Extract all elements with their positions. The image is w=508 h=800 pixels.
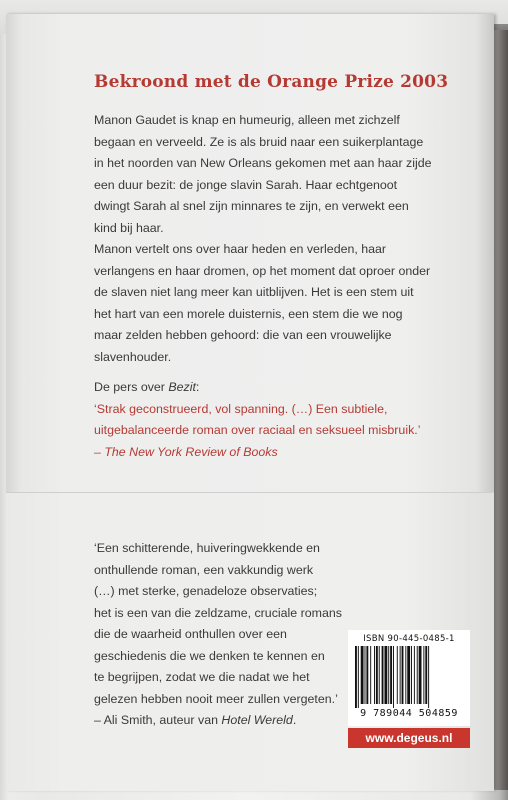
barcode-bar bbox=[358, 646, 359, 708]
quote-line: gelezen hebben nooit meer zullen vergeten.’ bbox=[94, 691, 338, 706]
barcode-bar bbox=[370, 646, 371, 704]
barcode-bar bbox=[402, 646, 404, 704]
press-quote-line: uitgebalanceerde roman over raciaal en seksueel misbruik.’ bbox=[94, 423, 421, 437]
quote-line: het is een van die zeldzame, cruciale romans bbox=[94, 605, 342, 620]
barcode-bar bbox=[393, 646, 394, 708]
press-intro: De pers over Bezit: bbox=[94, 380, 200, 394]
barcode-bar bbox=[379, 646, 380, 704]
book-title: Bezit bbox=[168, 380, 196, 394]
text-line: verlangens en haar dromen, op het moment dat oproer onder bbox=[94, 263, 431, 278]
barcode-bar bbox=[405, 646, 406, 704]
barcode-bar bbox=[428, 646, 429, 708]
barcode-block bbox=[348, 630, 470, 726]
quote-attribution: – Ali Smith, auteur van Hotel Wereld. bbox=[94, 713, 297, 727]
quote-line: onthullende roman, een vakkundig werk bbox=[94, 562, 314, 577]
barcode-bar bbox=[376, 646, 378, 704]
text-line: Manon vertelt ons over haar heden en verleden, haar bbox=[94, 242, 387, 256]
text-line: het hart van een morele duisternis, een stem die we nog bbox=[94, 306, 403, 321]
barcode-bar bbox=[407, 646, 410, 704]
blurb-paragraph-1 bbox=[94, 110, 444, 239]
barcode-bar bbox=[374, 646, 375, 704]
isbn-label: ISBN 90-445-0485-1 bbox=[363, 634, 455, 644]
text-line: slavenhouder. bbox=[94, 349, 172, 364]
blurb-paragraph-2 bbox=[94, 239, 444, 368]
ean-number: 9 789044 504859 bbox=[360, 708, 458, 719]
barcode-bar bbox=[388, 646, 389, 704]
barcode-bar bbox=[397, 646, 398, 704]
quote-line: (…) met sterke, genadeloze observaties; bbox=[94, 584, 318, 598]
barcode-bar bbox=[425, 646, 427, 704]
press-section bbox=[94, 377, 444, 463]
award-heading: Bekroond met de Orange Prize 2003 bbox=[94, 72, 449, 92]
text-line: begaan en verveeld. Ze is als bruid naar een suikerplantage bbox=[94, 134, 424, 149]
text-line: maar zelden hebben gehoord: die van een vrouwelijke bbox=[94, 328, 392, 342]
text-line: kind bij haar. bbox=[94, 220, 164, 235]
quote-line: te begrijpen, zodat we die nadat we het bbox=[94, 670, 310, 684]
quote-line: ‘Een schitterende, huiveringwekkende en bbox=[94, 541, 320, 555]
text-line: dwingt Sarah al snel zijn minnares te zijn, en verwekt een bbox=[94, 199, 409, 213]
barcode-bar bbox=[384, 646, 387, 704]
barcode-bar bbox=[366, 646, 368, 704]
barcode-bar bbox=[419, 646, 422, 704]
barcode-bar bbox=[414, 646, 415, 704]
barcode-bar bbox=[390, 646, 392, 704]
barcode-bar bbox=[382, 646, 384, 704]
press-source: – The New York Review of Books bbox=[94, 444, 278, 459]
barcode-bar bbox=[355, 646, 357, 708]
barcode-bar bbox=[411, 646, 412, 704]
quote-line: geschiedenis die we denken te kennen en bbox=[94, 648, 325, 663]
quote-line: die de waarheid onthullen over een bbox=[94, 627, 287, 641]
barcode-icon bbox=[354, 646, 464, 708]
text-line: de slaven niet lang meer kan uitblijven. Het is een stem uit bbox=[94, 285, 414, 299]
board-right-edge bbox=[494, 30, 508, 790]
book-title: Hotel Wereld bbox=[221, 713, 293, 727]
barcode-bar bbox=[423, 646, 424, 704]
barcode-bar bbox=[361, 646, 364, 704]
text-line: in het noorden van New Orleans gekomen met aan haar zijde bbox=[94, 156, 432, 170]
barcode-bar bbox=[417, 646, 418, 704]
barcode-bar bbox=[400, 646, 401, 704]
text-line: een duur bezit: de jonge slavin Sarah. Haar echtgenoot bbox=[94, 177, 398, 192]
barcode-bar bbox=[365, 646, 366, 704]
publisher-url[interactable]: www.degeus.nl bbox=[348, 728, 470, 748]
text-line: Manon Gaudet is knap en humeurig, alleen met zichzelf bbox=[94, 113, 400, 127]
press-quote-line: ‘Strak geconstrueerd, vol spanning. (…) Een subtiele, bbox=[94, 401, 388, 416]
